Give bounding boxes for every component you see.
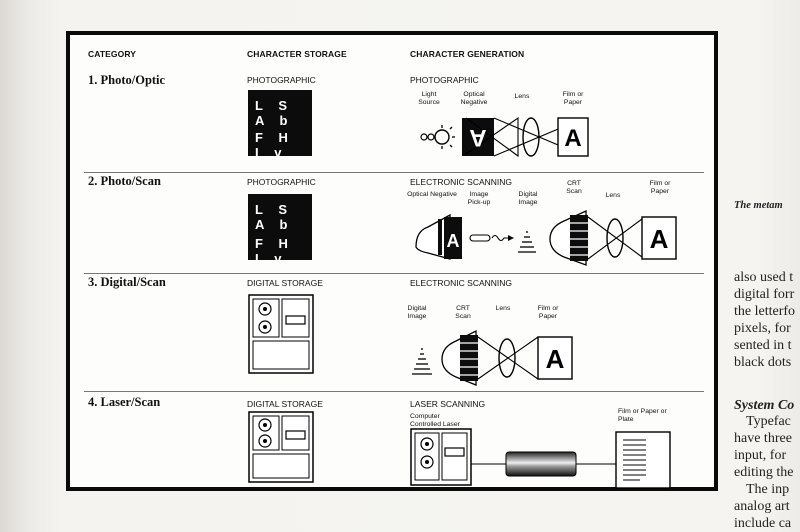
generation-label-2: ELECTRONIC SCANNING [410,177,513,187]
digital-storage-unit-2 [248,411,314,483]
category-photo-scan: 2. Photo/Scan [88,174,161,188]
sidebar-line: sented in t [734,338,792,353]
label-lens-2: Lens [605,192,621,199]
negative-glyph-1: A [469,124,487,151]
typesetting-figure [66,31,718,491]
header-generation: CHARACTER GENERATION [410,49,525,59]
label-optical-negative-2: Optical Negative [407,191,457,198]
digital-storage-unit-1 [248,294,314,374]
label-lens: Lens [514,93,530,100]
label-film-or-paper-2: Film or Paper [649,180,671,195]
sidebar-line: Typefac [746,414,791,429]
sidebar-line: include ca [734,516,792,531]
storage-label-1: PHOTOGRAPHIC [247,75,316,85]
glyph-line-1: L S A b [255,98,294,128]
label-lens-3: Lens [495,305,511,312]
label-light-source: Light Source [418,91,440,106]
row-divider-3 [84,391,704,392]
category-photo-optic: 1. Photo/Optic [88,73,166,87]
header-storage: CHARACTER STORAGE [247,49,347,59]
label-computer-laser: Computer Controlled Laser [410,413,460,428]
sidebar-caption: The metam [734,200,783,211]
label-crt-scan-3: CRT Scan [455,305,471,320]
label-film-paper-plate: Film or Paper or Plate [618,408,667,423]
sidebar-line: analog art [734,499,790,514]
sidebar-line: also used t [734,270,794,285]
photo-scan-diagram [410,207,682,269]
negative-glyph-2: A [446,231,460,251]
sidebar-line: pixels, for [734,321,791,336]
label-digital-image-3: Digital Image [407,305,427,320]
output-glyph-3: A [545,344,565,374]
glyph-line-2: F H I v [255,130,294,160]
storage-label-2: PHOTOGRAPHIC [247,177,316,187]
storage-label-3: DIGITAL STORAGE [247,278,323,288]
header-category: CATEGORY [88,49,137,59]
category-digital-scan: 3. Digital/Scan [88,275,166,289]
sidebar-line: editing the [734,465,794,480]
label-image-pickup: Image Pick-up [467,191,491,206]
generation-label-4: LASER SCANNING [410,399,486,409]
sidebar-line: black dots [734,355,792,370]
photographic-glyph-disc [248,90,312,160]
sidebar-line: The inp [746,482,790,497]
category-laser-scan: 4. Laser/Scan [88,395,161,409]
output-glyph-2: A [649,224,669,254]
sidebar-heading: System Co [734,398,795,413]
photo-optic-diagram [410,110,590,160]
label-optical-negative: Optical Negative [460,91,488,106]
output-glyph-1: A [564,125,582,152]
sidebar-line: digital forr [734,287,795,302]
label-film-or-paper-3: Film or Paper [537,305,559,320]
label-digital-image: Digital Image [518,191,538,206]
digital-scan-diagram [410,327,580,389]
generation-label-3: ELECTRONIC SCANNING [410,278,513,288]
glyph-line-1: L S A b [255,202,294,232]
sidebar-line: input, for [734,448,787,463]
label-film-or-paper: Film or Paper [562,91,584,106]
sidebar-line: have three [734,431,792,446]
label-crt-scan: CRT Scan [566,180,582,195]
laser-scan-diagram [410,428,700,490]
glyph-line-2: F H I v [255,236,294,266]
generation-label-1: PHOTOGRAPHIC [410,75,479,85]
storage-label-4: DIGITAL STORAGE [247,399,323,409]
row-divider-1 [84,172,704,173]
photographic-glyph-disc-2 [248,194,312,266]
row-divider-2 [84,273,704,274]
sidebar-line: the letterfo [734,304,796,319]
